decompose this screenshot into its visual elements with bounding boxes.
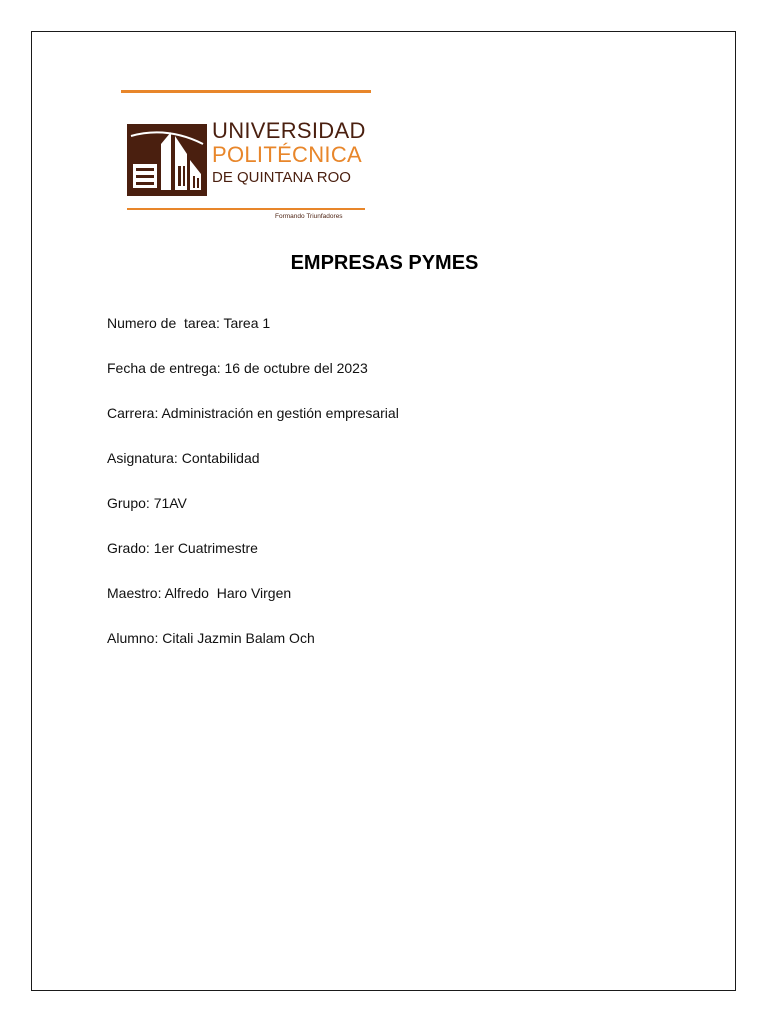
logo-text-quintana-roo: DE QUINTANA ROO bbox=[212, 169, 351, 186]
field-numero-tarea: Numero de tarea: Tarea 1 bbox=[107, 315, 271, 331]
document-title: EMPRESAS PYMES bbox=[290, 252, 479, 274]
field-alumno: Alumno: Citali Jazmin Balam Och bbox=[107, 630, 315, 646]
logo-bottom-rule bbox=[127, 208, 365, 210]
field-grupo: Grupo: 71AV bbox=[107, 495, 187, 511]
university-logo bbox=[121, 90, 373, 225]
field-grado: Grado: 1er Cuatrimestre bbox=[107, 540, 258, 556]
field-carrera: Carrera: Administración en gestión empresarial bbox=[107, 405, 399, 421]
field-asignatura: Asignatura: Contabilidad bbox=[107, 450, 260, 466]
logo-text-universidad: UNIVERSIDAD bbox=[212, 118, 366, 143]
field-maestro: Maestro: Alfredo Haro Virgen bbox=[107, 585, 292, 601]
logo-text-politecnica: POLITÉCNICA bbox=[212, 142, 362, 167]
document-page bbox=[31, 31, 736, 991]
logo-tagline: Formando Triunfadores bbox=[275, 213, 343, 220]
logo-top-rule bbox=[121, 90, 371, 93]
field-fecha-entrega: Fecha de entrega: 16 de octubre del 2023 bbox=[107, 360, 368, 376]
cover-fields-list bbox=[107, 315, 399, 675]
building-emblem-icon bbox=[127, 124, 207, 196]
